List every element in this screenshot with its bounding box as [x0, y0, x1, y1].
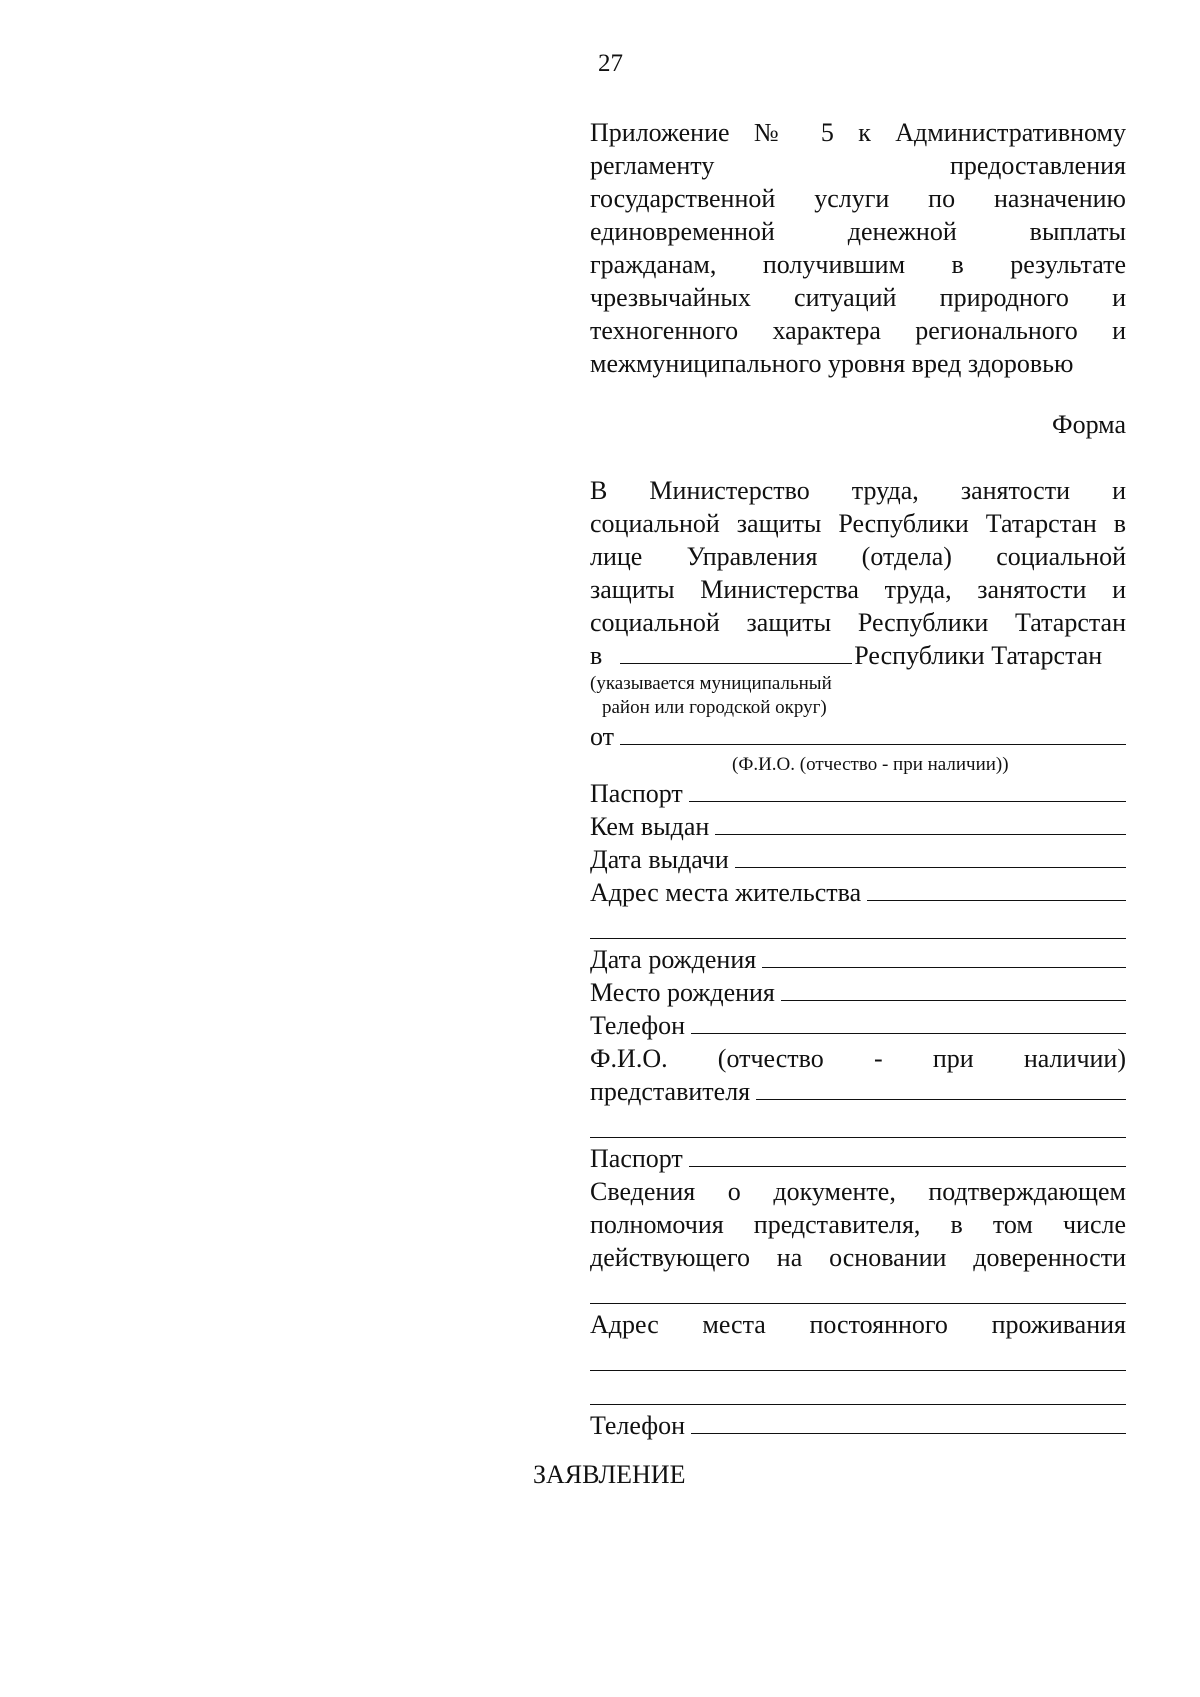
representative-phone-field[interactable]: [691, 1409, 1126, 1434]
birth-place-field[interactable]: [781, 976, 1126, 1001]
issue-date-label: Дата выдачи: [590, 845, 729, 874]
residence-field[interactable]: [867, 876, 1126, 901]
birth-date-row: [590, 943, 1126, 976]
representative-phone-label: Телефон: [590, 1411, 686, 1440]
birth-date-label: Дата рождения: [590, 945, 757, 974]
page-number: 27: [598, 50, 623, 77]
phone-label: Телефон: [590, 1011, 686, 1040]
addressee-line: социальной защиты Республики Татарстан: [590, 608, 1126, 637]
annex-line: техногенного характера регионального и: [590, 316, 1126, 345]
representative-fio-field-continued[interactable]: [590, 1108, 1126, 1138]
representative-phone-row: [590, 1409, 1126, 1442]
authority-doc-line: Сведения о документе, подтверждающем: [590, 1177, 1126, 1206]
annex-line: Приложение № 5 к Административному: [590, 118, 1126, 147]
residence-row: [590, 876, 1126, 909]
annex-line: единовременной денежной выплаты: [590, 217, 1126, 246]
municipality-note: район или городской округ): [602, 697, 827, 718]
birth-place-label: Место рождения: [590, 978, 775, 1007]
phone-field[interactable]: [691, 1009, 1126, 1034]
representative-fio-line: Ф.И.О. (отчество - при наличии): [590, 1044, 1126, 1073]
residence-field-continued[interactable]: [590, 909, 1126, 939]
permanent-address-field[interactable]: [590, 1341, 1126, 1371]
addressee-line: социальной защиты Республики Татарстан в: [590, 509, 1126, 538]
form-label: Форма: [1052, 410, 1126, 439]
municipality-note: (указывается муниципальный: [590, 673, 832, 694]
representative-fio-row: [590, 1075, 1126, 1108]
from-label: от: [590, 722, 615, 751]
permanent-address-field-continued[interactable]: [590, 1375, 1126, 1405]
authority-doc-line: действующего на основании доверенности: [590, 1243, 1126, 1272]
issued-by-field[interactable]: [715, 810, 1126, 835]
phone-row: [590, 1009, 1126, 1042]
residence-label: Адрес места жительства: [590, 878, 862, 907]
representative-fio-field[interactable]: [756, 1075, 1126, 1100]
representative-passport-label: Паспорт: [590, 1144, 683, 1173]
municipality-field[interactable]: [620, 639, 852, 664]
birth-date-field[interactable]: [762, 943, 1126, 968]
addressee-line: защиты Министерства труда, занятости и: [590, 575, 1126, 604]
applicant-fio-field[interactable]: [620, 720, 1126, 745]
passport-field[interactable]: [689, 777, 1126, 802]
annex-line: гражданам, получившим в результате: [590, 250, 1126, 279]
application-form: [590, 474, 1126, 1442]
annex-line: государственной услуги по назначению: [590, 184, 1126, 213]
issued-by-row: [590, 810, 1126, 843]
document-title: ЗАЯВЛЕНИЕ: [533, 1460, 686, 1489]
issued-by-label: Кем выдан: [590, 812, 710, 841]
representative-passport-row: [590, 1142, 1126, 1175]
annex-line: чрезвычайных ситуаций природного и: [590, 283, 1126, 312]
addressee-line: В Министерство труда, занятости и: [590, 476, 1126, 505]
authority-doc-line: полномочия представителя, в том числе: [590, 1210, 1126, 1239]
passport-row: [590, 777, 1126, 810]
passport-label: Паспорт: [590, 779, 683, 808]
representative-fio-label: представителя: [590, 1077, 751, 1106]
annex-header: [590, 116, 1126, 380]
municipality-row: [590, 639, 1126, 672]
issue-date-row: [590, 843, 1126, 876]
authority-doc-field[interactable]: [590, 1274, 1126, 1304]
representative-passport-field[interactable]: [689, 1142, 1126, 1167]
municipality-suffix: Республики Татарстан: [854, 641, 1103, 670]
from-row: [590, 720, 1126, 753]
issue-date-field[interactable]: [735, 843, 1126, 868]
annex-line: регламенту предоставления: [590, 151, 1126, 180]
annex-line: межмуниципального уровня вред здоровью: [590, 349, 1074, 378]
addressee-line: лице Управления (отдела) социальной: [590, 542, 1126, 571]
birth-place-row: [590, 976, 1126, 1009]
permanent-address-label: Адрес места постоянного проживания: [590, 1310, 1126, 1339]
municipality-prefix: в: [590, 641, 603, 670]
fio-note: (Ф.И.О. (отчество - при наличии)): [732, 754, 1009, 775]
